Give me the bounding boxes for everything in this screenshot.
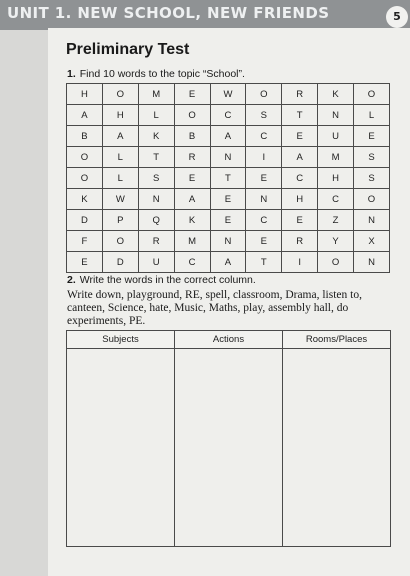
grid-cell: F bbox=[67, 231, 103, 252]
grid-row bbox=[67, 84, 390, 105]
grid-cell: C bbox=[210, 105, 246, 126]
grid-cell: O bbox=[102, 84, 138, 105]
unit-header bbox=[0, 0, 410, 30]
grid-cell: B bbox=[67, 126, 103, 147]
grid-cell: E bbox=[246, 168, 282, 189]
subjects-answer-cell[interactable] bbox=[67, 349, 175, 547]
grid-cell: C bbox=[246, 126, 282, 147]
grid-cell: N bbox=[210, 231, 246, 252]
grid-cell: T bbox=[246, 252, 282, 273]
grid-cell: S bbox=[354, 147, 390, 168]
column-header-rooms-places: Rooms/Places bbox=[283, 331, 391, 349]
grid-cell: H bbox=[282, 189, 318, 210]
grid-cell: T bbox=[138, 147, 174, 168]
grid-cell: M bbox=[318, 147, 354, 168]
grid-cell: R bbox=[138, 231, 174, 252]
grid-cell: L bbox=[138, 105, 174, 126]
grid-cell: E bbox=[282, 210, 318, 231]
grid-cell: M bbox=[138, 84, 174, 105]
grid-cell: E bbox=[174, 168, 210, 189]
grid-cell: O bbox=[67, 147, 103, 168]
grid-cell: O bbox=[102, 231, 138, 252]
task-2-text: Write the words in the correct column. bbox=[79, 274, 256, 286]
task-2-instruction bbox=[67, 274, 256, 286]
grid-cell: O bbox=[318, 252, 354, 273]
grid-row bbox=[67, 105, 390, 126]
page-number-badge: 5 bbox=[386, 6, 408, 28]
grid-cell: S bbox=[138, 168, 174, 189]
sorting-table bbox=[66, 330, 391, 547]
grid-cell: E bbox=[246, 231, 282, 252]
grid-cell: D bbox=[102, 252, 138, 273]
unit-title: UNIT 1. NEW SCHOOL, NEW FRIENDS bbox=[7, 4, 330, 22]
grid-cell: D bbox=[67, 210, 103, 231]
grid-cell: M bbox=[174, 231, 210, 252]
grid-cell: T bbox=[210, 168, 246, 189]
grid-row bbox=[67, 126, 390, 147]
grid-cell: X bbox=[354, 231, 390, 252]
grid-cell: O bbox=[174, 105, 210, 126]
grid-cell: U bbox=[318, 126, 354, 147]
grid-cell: N bbox=[354, 252, 390, 273]
grid-cell: C bbox=[282, 168, 318, 189]
grid-cell: Q bbox=[138, 210, 174, 231]
grid-cell: O bbox=[67, 168, 103, 189]
grid-cell: H bbox=[67, 84, 103, 105]
grid-cell: K bbox=[318, 84, 354, 105]
grid-cell: N bbox=[318, 105, 354, 126]
grid-cell: L bbox=[102, 147, 138, 168]
grid-cell: R bbox=[174, 147, 210, 168]
grid-cell: L bbox=[102, 168, 138, 189]
grid-cell: I bbox=[246, 147, 282, 168]
grid-cell: A bbox=[210, 126, 246, 147]
task-2-number: 2. bbox=[67, 274, 76, 286]
grid-row bbox=[67, 231, 390, 252]
grid-cell: A bbox=[282, 147, 318, 168]
grid-cell: K bbox=[67, 189, 103, 210]
worksheet bbox=[48, 28, 410, 576]
grid-cell: E bbox=[282, 126, 318, 147]
grid-cell: Z bbox=[318, 210, 354, 231]
grid-cell: W bbox=[102, 189, 138, 210]
grid-row bbox=[67, 147, 390, 168]
task-1-number: 1. bbox=[67, 68, 76, 80]
grid-cell: O bbox=[354, 84, 390, 105]
grid-cell: E bbox=[67, 252, 103, 273]
grid-cell: E bbox=[354, 126, 390, 147]
grid-cell: N bbox=[138, 189, 174, 210]
grid-row bbox=[67, 252, 390, 273]
grid-cell: C bbox=[174, 252, 210, 273]
grid-cell: N bbox=[354, 210, 390, 231]
grid-cell: N bbox=[246, 189, 282, 210]
grid-cell: S bbox=[354, 168, 390, 189]
grid-cell: K bbox=[174, 210, 210, 231]
test-title: Preliminary Test bbox=[66, 41, 190, 58]
grid-cell: H bbox=[318, 168, 354, 189]
grid-cell: O bbox=[246, 84, 282, 105]
grid-cell: E bbox=[174, 84, 210, 105]
grid-cell: A bbox=[210, 252, 246, 273]
grid-row bbox=[67, 210, 390, 231]
word-search-grid bbox=[66, 83, 390, 273]
answer-row bbox=[67, 349, 391, 547]
grid-cell: A bbox=[174, 189, 210, 210]
column-header-subjects: Subjects bbox=[67, 331, 175, 349]
grid-cell: T bbox=[282, 105, 318, 126]
grid-cell: E bbox=[210, 189, 246, 210]
grid-row bbox=[67, 189, 390, 210]
actions-answer-cell[interactable] bbox=[175, 349, 283, 547]
grid-cell: N bbox=[210, 147, 246, 168]
grid-cell: O bbox=[354, 189, 390, 210]
grid-cell: K bbox=[138, 126, 174, 147]
grid-cell: P bbox=[102, 210, 138, 231]
grid-cell: E bbox=[210, 210, 246, 231]
grid-cell: A bbox=[67, 105, 103, 126]
grid-cell: R bbox=[282, 84, 318, 105]
grid-cell: I bbox=[282, 252, 318, 273]
word-list: Write down, playground, RE, spell, classroom, Drama, listen to, canteen, Science, hate, Music, Maths, play, assembly hall, do experiments, PE. bbox=[67, 289, 362, 327]
rooms-places-answer-cell[interactable] bbox=[283, 349, 391, 547]
grid-cell: W bbox=[210, 84, 246, 105]
sorting-table-header bbox=[67, 331, 391, 349]
grid-cell: C bbox=[246, 210, 282, 231]
grid-row bbox=[67, 168, 390, 189]
grid-cell: Y bbox=[318, 231, 354, 252]
grid-cell: R bbox=[282, 231, 318, 252]
task-1-instruction bbox=[67, 68, 245, 80]
grid-cell: C bbox=[318, 189, 354, 210]
grid-cell: B bbox=[174, 126, 210, 147]
task-1-text: Find 10 words to the topic “School”. bbox=[79, 68, 245, 80]
grid-cell: A bbox=[102, 126, 138, 147]
grid-cell: U bbox=[138, 252, 174, 273]
grid-cell: H bbox=[102, 105, 138, 126]
grid-cell: S bbox=[246, 105, 282, 126]
column-header-actions: Actions bbox=[175, 331, 283, 349]
grid-cell: L bbox=[354, 105, 390, 126]
